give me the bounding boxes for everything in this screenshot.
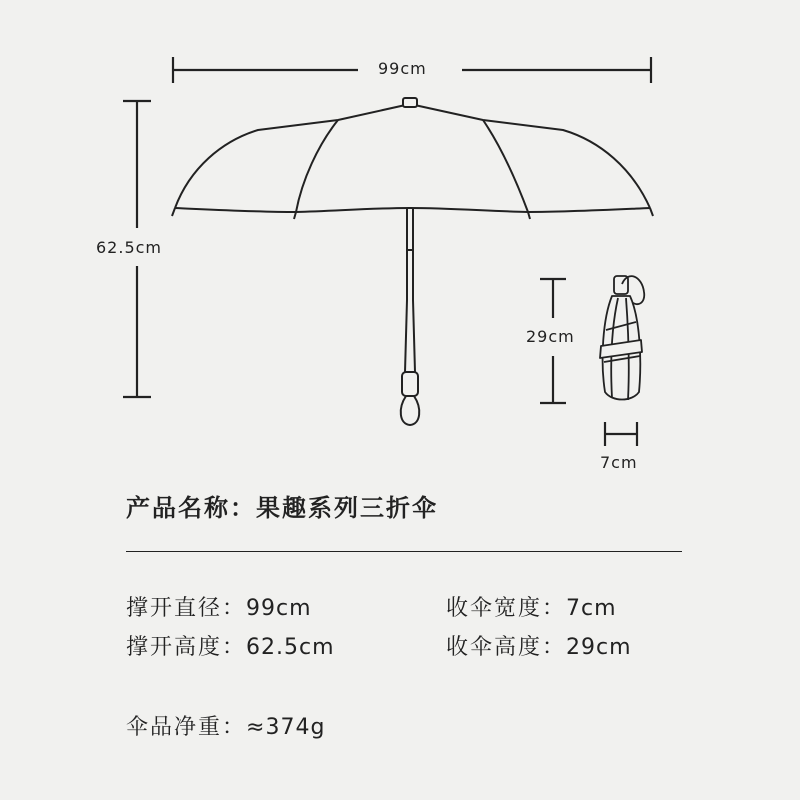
product-name-row <box>126 488 438 523</box>
open-height-label: 62.5cm <box>96 238 163 257</box>
divider-line <box>126 551 682 552</box>
spec-folded-width-label: 收伞宽度： <box>446 596 567 621</box>
spec-folded-height <box>446 630 632 661</box>
spec-folded-width-value: 7cm <box>566 596 617 621</box>
folded-umbrella-illustration <box>600 276 644 400</box>
spec-net-weight-label: 伞品净重： <box>126 715 247 740</box>
spec-net-weight-value: ≈374g <box>246 715 326 740</box>
open-umbrella-illustration <box>172 98 653 425</box>
open-width-label: 99cm <box>378 59 427 78</box>
spec-open-diameter <box>126 591 312 622</box>
folded-height-label: 29cm <box>526 327 575 346</box>
spec-open-diameter-label: 撑开直径： <box>126 596 247 621</box>
spec-folded-height-value: 29cm <box>566 635 632 660</box>
spec-open-height-value: 62.5cm <box>246 635 335 660</box>
folded-width-label: 7cm <box>600 453 638 472</box>
spec-folded-width <box>446 591 617 622</box>
spec-net-weight <box>126 710 325 741</box>
folded-width-dimension-line <box>605 422 637 446</box>
spec-folded-height-label: 收伞高度： <box>446 635 567 660</box>
spec-open-height <box>126 630 335 661</box>
spec-open-height-label: 撑开高度： <box>126 635 247 660</box>
spec-open-diameter-value: 99cm <box>246 596 312 621</box>
product-name-label: 产品名称： <box>126 494 256 522</box>
product-name-value: 果趣系列三折伞 <box>256 494 438 522</box>
